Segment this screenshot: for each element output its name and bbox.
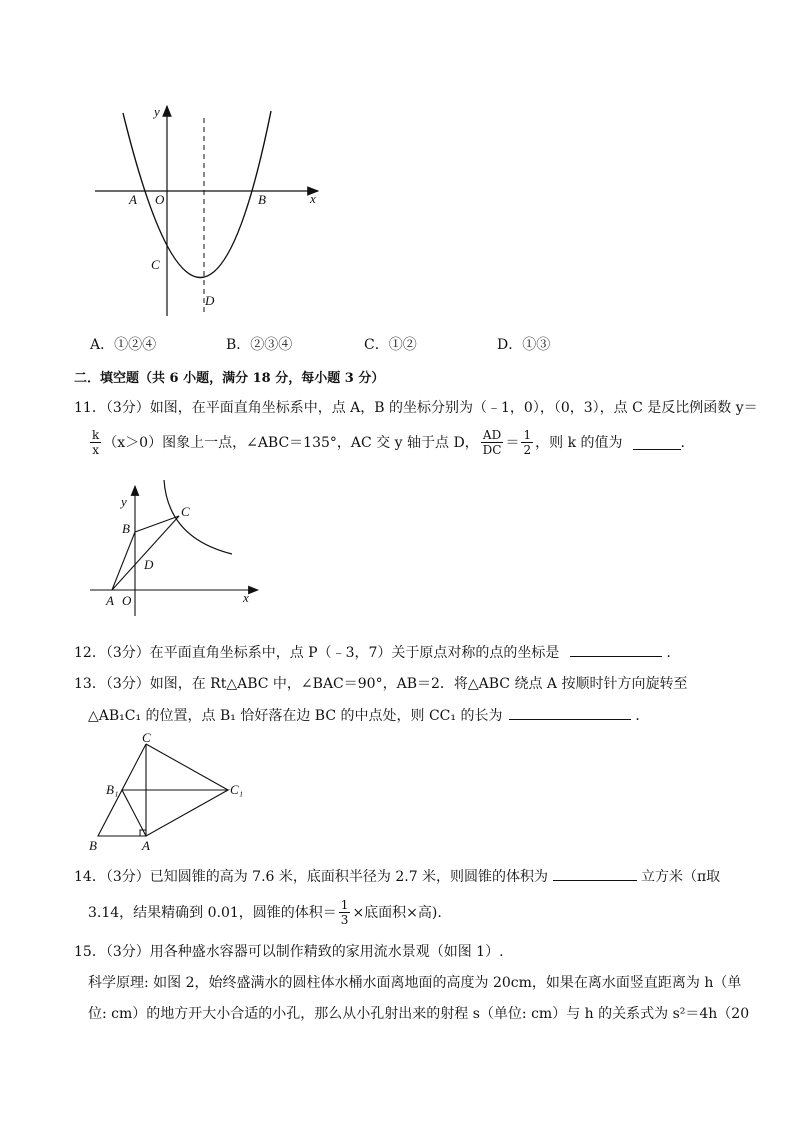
option-b: B．②③④ [226,337,293,353]
answer-blank-q11[interactable] [633,435,681,450]
label-C: C [181,504,190,519]
label-A: A [106,593,114,608]
k-over-x-fraction: $\frac{k}{x}$ [92,428,100,457]
label-A: A [129,192,137,207]
label-y: y [121,494,127,509]
label-A: A [142,838,150,852]
label-B: B [89,838,97,852]
segment-CC1 [146,744,228,790]
label-x: x [243,590,249,605]
label-O: O [122,593,132,608]
label-C1: C₁ [230,782,244,797]
section-heading: 二．填空题（共 6 小题，满分 18 分，每小题 3 分） [74,371,385,386]
parabola-figure [90,98,330,320]
q11-line2: $\frac{k}{x}$ （x＞0）图象上一点，∠ABC＝135°，AC 交 y 轴于点 D， $\frac{AD}{DC}$ ＝ $\frac{1}{2}$ ，则 k 的值为 . [92,428,685,457]
answer-blank-q12[interactable] [570,642,662,657]
q14-line1: 14．（3分）已知圆锥的高为 7.6 米，底面积半径为 2.7 米，则圆锥的体积为 立方米（π取 [74,866,720,887]
option-c: C．①② [364,337,417,353]
label-D: D [205,293,215,308]
label-O: O [155,192,165,207]
label-B: B [122,521,130,536]
option-d: D．①③ [497,337,551,353]
one-third-fraction: $\frac{1}{3}$ [340,898,349,927]
q13-line1: 13．（3分）如图，在 Rt△ABC 中，∠BAC＝90°，AB＝2．将△ABC 绕点 A 按顺时针方向旋转至 [74,676,688,692]
q15-line2: 科学原理: 如图 2，始终盛满水的圆柱体水桶水面离地面的高度为 20cm，如果在离水面竖直距离为 h（单 [88,975,742,991]
hyperbola-curve [164,480,232,554]
answer-blank-q14[interactable] [553,866,637,881]
triangle-AB1C1 [122,790,228,836]
option-a: A．①②④ [90,337,157,353]
q11-line1: 11．（3分）如图，在平面直角坐标系中，点 A，B 的坐标分别为（﹣1，0），（0，3），点 C 是反比例函数 y＝ [74,400,758,416]
label-x: x [310,191,316,206]
q15-line1: 15．（3分）用各种盛水容器可以制作精致的家用流水景观（如图 1）. [74,944,504,960]
segment-AB [112,532,135,590]
ad-dc-fraction: $\frac{AD}{DC}$ [482,428,502,457]
label-B1: B₁ [106,782,119,797]
triangle-figure [86,730,246,852]
hyperbola-figure [86,478,266,618]
q13-line2: △AB₁C₁ 的位置，点 B₁ 恰好落在边 BC 的中点处，则 CC₁ 的长为 ． [88,705,649,726]
label-B: B [258,192,266,207]
label-y: y [154,104,160,119]
q12: 12．（3分）在平面直角坐标系中，点 P（﹣3，7）关于原点对称的点的坐标是 . [74,642,671,663]
half-fraction: $\frac{1}{2}$ [523,428,532,457]
parabola-curve [123,111,271,278]
label-C: C [142,730,151,745]
q14-line2: 3.14，结果精确到 0.01，圆锥的体积＝ $\frac{1}{3}$ ×底面积×高). [88,898,442,927]
label-C: C [151,257,160,272]
label-D: D [144,557,154,572]
answer-blank-q13[interactable] [509,705,631,720]
q15-line3: 位: cm）的地方开大小合适的小孔，那么从小孔射出来的射程 s（单位: cm）与 h 的关系式为 s²＝4h（20 [88,1006,750,1022]
